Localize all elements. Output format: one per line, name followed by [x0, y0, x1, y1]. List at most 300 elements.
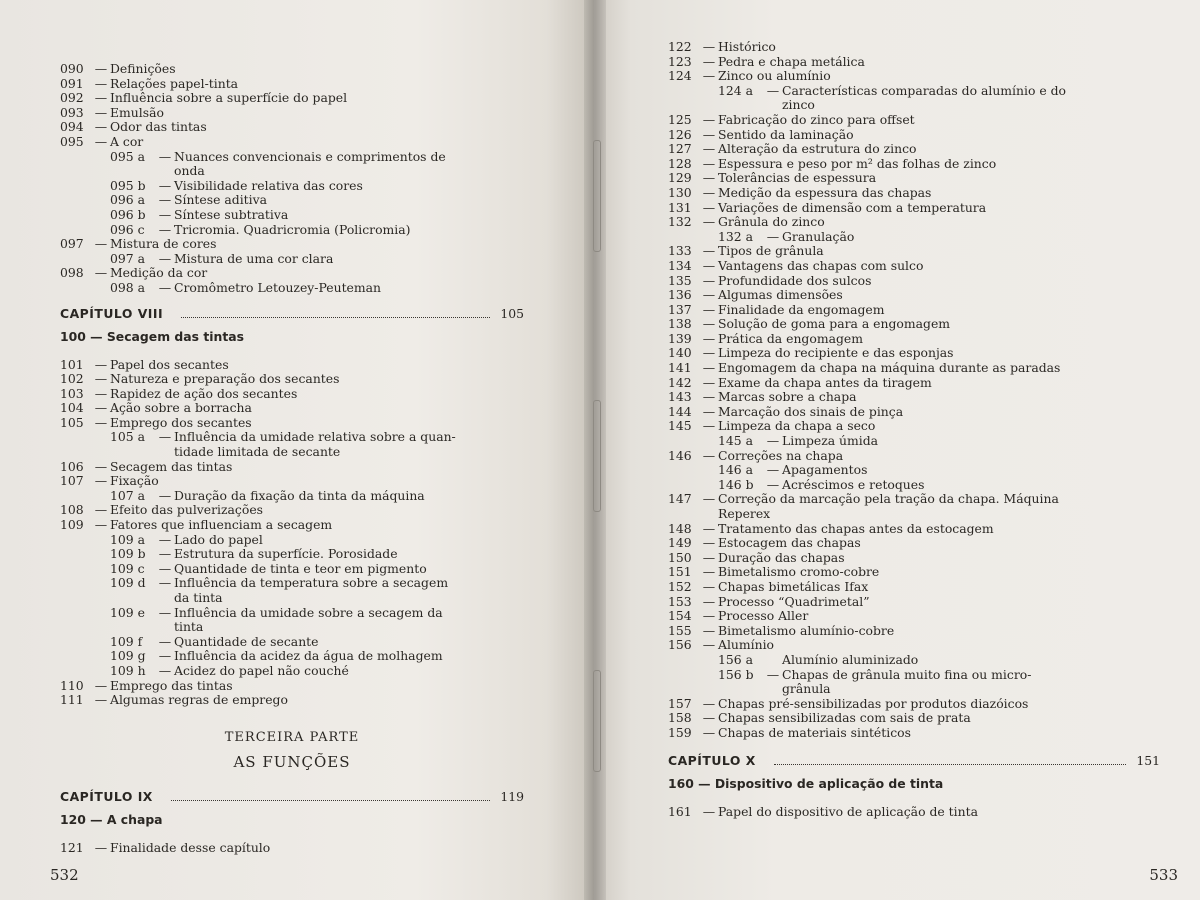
- toc-list: [668, 40, 1160, 84]
- toc-entry: [668, 332, 1160, 347]
- entry-number: 110: [60, 677, 84, 693]
- entry-dash: —: [94, 839, 108, 855]
- entry-number: 096 a: [110, 192, 145, 208]
- toc-entry: [668, 726, 1160, 741]
- entry-dash: —: [158, 604, 172, 620]
- toc-subentry: [668, 463, 1160, 478]
- entry-dash: —: [158, 633, 172, 649]
- toc-entry: [668, 376, 1160, 391]
- entry-number: 095 a: [110, 148, 145, 164]
- entry-dash: —: [94, 356, 108, 372]
- toc-list: [60, 679, 524, 708]
- entry-title: Rapidez de ação dos secantes: [110, 385, 298, 401]
- entry-continuation: tinta: [174, 619, 204, 635]
- entry-number: 142: [668, 374, 692, 390]
- entry-title: Chapas de materiais sintéticos: [718, 724, 911, 740]
- entry-number: 130: [668, 184, 692, 200]
- toc-subentry: [60, 489, 524, 504]
- entry-dash: —: [702, 272, 716, 288]
- entry-number: 150: [668, 549, 692, 565]
- entry-title: Solução de goma para a engomagem: [718, 316, 951, 332]
- entry-title: Visibilidade relativa das cores: [174, 177, 363, 193]
- toc-sub-list: [60, 430, 524, 459]
- entry-title: Alumínio: [718, 637, 775, 653]
- entry-dash: —: [702, 170, 716, 186]
- entry-dash: —: [702, 316, 716, 332]
- entry-title: Duração da fixação da tinta da máquina: [174, 487, 425, 503]
- entry-dash: —: [94, 414, 108, 430]
- entry-number: 111: [60, 692, 84, 708]
- entry-number: 109 g: [110, 648, 146, 664]
- entry-dash: —: [702, 695, 716, 711]
- entry-dash: —: [94, 677, 108, 693]
- chapter-heading-ix: [60, 789, 524, 804]
- entry-number: 097 a: [110, 250, 145, 266]
- entry-number: 133: [668, 243, 692, 259]
- entry-title: Influência da temperatura sobre a secagem: [174, 575, 449, 591]
- entry-title: Influência da umidade sobre a secagem da: [174, 604, 443, 620]
- entry-title: Bimetalismo alumínio-cobre: [718, 622, 895, 638]
- entry-number: 092: [60, 90, 84, 106]
- entry-dash: —: [702, 301, 716, 317]
- entry-dash: —: [766, 433, 780, 449]
- toc-entry: [60, 416, 524, 431]
- entry-dash: —: [158, 648, 172, 664]
- entry-title: Fabricação do zinco para offset: [718, 111, 915, 127]
- toc-entry: [668, 171, 1160, 186]
- toc-sub-list: [668, 230, 1160, 245]
- entry-number: 157: [668, 695, 692, 711]
- entry-number: 134: [668, 257, 692, 273]
- entry-title: Correção da marcação pela tração da chapa. Máquina: [718, 491, 1059, 507]
- toc-subentry: [60, 223, 524, 238]
- entry-title: Algumas regras de emprego: [110, 692, 288, 708]
- toc-subentry: [60, 252, 524, 267]
- entry-dash: —: [766, 476, 780, 492]
- toc-entry: [668, 522, 1160, 537]
- entry-number: 152: [668, 578, 692, 594]
- toc-entry: [668, 157, 1160, 172]
- entry-dash: —: [702, 199, 716, 215]
- chapter-label: CAPÍTULO VIII: [60, 305, 164, 321]
- entry-dash: —: [766, 82, 780, 98]
- entry-dash: —: [766, 228, 780, 244]
- toc-entry: [668, 492, 1160, 507]
- entry-dash: —: [702, 155, 716, 171]
- entry-title: Finalidade desse capítulo: [110, 839, 271, 855]
- entry-dash: —: [94, 458, 108, 474]
- toc-entry: [668, 186, 1160, 201]
- entry-title: Marcas sobre a chapa: [718, 389, 857, 405]
- entry-dash: —: [94, 502, 108, 518]
- entry-number: 124 a: [718, 82, 753, 98]
- toc-subentry: [60, 533, 524, 548]
- entry-dash: —: [702, 535, 716, 551]
- entry-number: 146 a: [718, 462, 753, 478]
- entry-dash: —: [94, 133, 108, 149]
- entry-dash: —: [158, 662, 172, 678]
- entry-dash: —: [702, 710, 716, 726]
- toc-entry: [668, 405, 1160, 420]
- entry-number: 154: [668, 608, 692, 624]
- entry-number: 123: [668, 53, 692, 69]
- toc-entry: [668, 317, 1160, 332]
- toc-entry: [60, 474, 524, 489]
- entry-continuation: grânula: [782, 681, 831, 697]
- entry-title: Limpeza úmida: [782, 433, 879, 449]
- entry-number: 156: [668, 637, 692, 653]
- entry-number: 103: [60, 385, 84, 401]
- entry-continuation: tidade limitada de secante: [174, 444, 341, 460]
- entry-dash: —: [158, 531, 172, 547]
- toc-entry: [668, 595, 1160, 610]
- entry-number: 109 h: [110, 662, 146, 678]
- entry-title: Tricromia. Quadricromia (Policromia): [174, 221, 411, 237]
- entry-dash: —: [702, 491, 716, 507]
- entry-dash: —: [158, 429, 172, 445]
- entry-number: 129: [668, 170, 692, 186]
- entry-number: 125: [668, 111, 692, 127]
- entry-title: Fixação: [110, 473, 159, 489]
- toc-entry: [668, 201, 1160, 216]
- entry-number: 096 b: [110, 206, 146, 222]
- toc-entry: [668, 113, 1160, 128]
- entry-dash: —: [702, 447, 716, 463]
- entry-dash: —: [702, 724, 716, 740]
- entry-title: Tipos de grânula: [718, 243, 824, 259]
- entry-dash: —: [94, 265, 108, 281]
- binding-stitch: [593, 670, 601, 772]
- toc-sub-list: [668, 84, 1160, 113]
- entry-title: Finalidade da engomagem: [718, 301, 885, 317]
- entry-title: Secagem das tintas: [110, 458, 233, 474]
- chapter-heading-x: [668, 753, 1160, 768]
- toc-entry: [668, 215, 1160, 230]
- toc-entry: [668, 142, 1160, 157]
- entry-title: Síntese aditiva: [174, 192, 267, 208]
- entry-title: Papel do dispositivo de aplicação de tinta: [718, 803, 978, 819]
- toc-sub-list: [60, 489, 524, 504]
- entry-dash: —: [94, 61, 108, 76]
- toc-list: [60, 358, 524, 431]
- entry-title: Sentido da laminação: [718, 126, 854, 142]
- entry-title: Alteração da estrutura do zinco: [718, 141, 917, 157]
- toc-subentry: [668, 230, 1160, 245]
- entry-dash: —: [158, 206, 172, 222]
- entry-continuation: Reperex: [718, 506, 771, 521]
- entry-number: 146 b: [718, 476, 754, 492]
- entry-title: Mistura de cores: [110, 236, 217, 252]
- toc-entry: [668, 580, 1160, 595]
- toc-entry: [668, 711, 1160, 726]
- entry-title: Papel dos secantes: [110, 356, 229, 372]
- entry-dash: —: [94, 75, 108, 91]
- entry-number: 098 a: [110, 279, 145, 295]
- entry-dash: —: [702, 345, 716, 361]
- entry-number: 155: [668, 622, 692, 638]
- entry-title: Fatores que influenciam a secagem: [110, 517, 333, 533]
- entry-number: 094: [60, 119, 84, 135]
- entry-title: Acréscimos e retoques: [782, 476, 925, 492]
- chapter-label: CAPÍTULO X: [668, 752, 756, 768]
- section-heading: 100 — Secagem das tintas: [60, 328, 244, 344]
- entry-dash: —: [702, 578, 716, 594]
- entry-number: 122: [668, 39, 692, 54]
- leader-dots: [171, 800, 490, 801]
- entry-number: 159: [668, 724, 692, 740]
- entry-dash: —: [94, 517, 108, 533]
- toc-list: [668, 805, 1160, 820]
- entry-number: 149: [668, 535, 692, 551]
- toc-entry: [668, 805, 1160, 820]
- entry-number: 096 c: [110, 221, 145, 237]
- entry-dash: —: [158, 148, 172, 164]
- entry-dash: —: [702, 389, 716, 405]
- entry-number: 126: [668, 126, 692, 142]
- entry-dash: —: [702, 184, 716, 200]
- entry-title: Natureza e preparação dos secantes: [110, 371, 340, 387]
- entry-dash: —: [702, 53, 716, 69]
- chapter-page: 119: [500, 788, 524, 804]
- entry-number: 105 a: [110, 429, 145, 445]
- entry-title: Lado do papel: [174, 531, 263, 547]
- toc-list: [668, 113, 1160, 230]
- entry-dash: —: [94, 371, 108, 387]
- entry-title: Relações papel-tinta: [110, 75, 239, 91]
- entry-dash: —: [158, 221, 172, 237]
- toc-entry: [60, 401, 524, 416]
- entry-number: 143: [668, 389, 692, 405]
- entry-title: Emulsão: [110, 104, 164, 120]
- entry-number: 131: [668, 199, 692, 215]
- toc-subentry: [60, 430, 524, 445]
- entry-dash: —: [94, 400, 108, 416]
- entry-number: 124: [668, 68, 692, 84]
- entry-number: 136: [668, 287, 692, 303]
- toc-list: [60, 460, 524, 489]
- entry-number: 109 d: [110, 575, 146, 591]
- entry-title: Processo “Quadrimetal”: [718, 593, 870, 609]
- entry-dash: —: [702, 608, 716, 624]
- entry-title: Processo Aller: [718, 608, 809, 624]
- page-number: 532: [50, 866, 79, 884]
- toc-subentry: [668, 653, 1160, 668]
- entry-number: 146: [668, 447, 692, 463]
- toc-entry: [668, 69, 1160, 84]
- chapter-page: 105: [500, 305, 524, 321]
- toc-list: [668, 522, 1160, 653]
- entry-title: Chapas bimetálicas Ifax: [718, 578, 869, 594]
- toc-subentry: [668, 434, 1160, 449]
- entry-title: Cromômetro Letouzey-Peuteman: [174, 279, 382, 295]
- entry-title: Mistura de uma cor clara: [174, 250, 334, 266]
- toc-entry: [668, 55, 1160, 70]
- entry-title: Zinco ou alumínio: [718, 68, 831, 84]
- entry-dash: —: [158, 560, 172, 576]
- entry-dash: —: [702, 287, 716, 303]
- entry-dash: —: [702, 593, 716, 609]
- entry-dash: —: [702, 637, 716, 653]
- entry-number: 137: [668, 301, 692, 317]
- entry-number: 108: [60, 502, 84, 518]
- toc-entry: [60, 693, 524, 708]
- entry-number: 161: [668, 803, 692, 819]
- toc-subentry: [668, 478, 1160, 493]
- entry-title: Marcação dos sinais de pinça: [718, 403, 904, 419]
- toc-sub-list: [668, 463, 1160, 492]
- entry-title: Características comparadas do alumínio e do: [782, 82, 1067, 98]
- toc-subentry: [60, 562, 524, 577]
- entry-number: 107 a: [110, 487, 145, 503]
- toc-subentry: [60, 576, 524, 591]
- toc-subentry: [60, 547, 524, 562]
- entry-number: 132 a: [718, 228, 753, 244]
- entry-dash: —: [702, 564, 716, 580]
- section-heading: 160 — Dispositivo de aplicação de tinta: [668, 775, 944, 791]
- leader-dots: [774, 764, 1127, 765]
- entry-dash: —: [702, 243, 716, 259]
- entry-title: Estocagem das chapas: [718, 535, 861, 551]
- toc-entry: [60, 120, 524, 135]
- entry-title: Emprego dos secantes: [110, 414, 252, 430]
- entry-dash: —: [94, 473, 108, 489]
- toc-entry: [668, 638, 1160, 653]
- entry-dash: —: [702, 418, 716, 434]
- toc-entry: [60, 266, 524, 281]
- toc-list: [60, 841, 524, 856]
- entry-title: Medição da espessura das chapas: [718, 184, 932, 200]
- entry-title: Emprego das tintas: [110, 677, 233, 693]
- entry-number: 104: [60, 400, 84, 416]
- entry-number: 109 c: [110, 560, 145, 576]
- entry-title: Vantagens das chapas com sulco: [718, 257, 924, 273]
- entry-title: Nuances convencionais e comprimentos de: [174, 148, 446, 164]
- entry-dash: —: [702, 257, 716, 273]
- entry-title: A cor: [110, 133, 144, 149]
- entry-dash: —: [94, 90, 108, 106]
- toc-entry: [668, 244, 1160, 259]
- entry-number: 156 b: [718, 666, 754, 682]
- toc-entry: [668, 551, 1160, 566]
- entry-number: 144: [668, 403, 692, 419]
- entry-number: 109 f: [110, 633, 143, 649]
- entry-number: 156 a: [718, 651, 753, 667]
- toc-entry: [668, 303, 1160, 318]
- entry-number: 145 a: [718, 433, 753, 449]
- entry-title: Odor das tintas: [110, 119, 207, 135]
- entry-number: 097: [60, 236, 84, 252]
- entry-title: Prática da engomagem: [718, 330, 863, 346]
- entry-number: 141: [668, 360, 692, 376]
- entry-title: Influência sobre a superfície do papel: [110, 90, 348, 106]
- section-heading: 120 — A chapa: [60, 811, 163, 827]
- toc-sub-list: [668, 434, 1160, 449]
- toc-entry: [668, 697, 1160, 712]
- toc-subentry: [668, 84, 1160, 99]
- toc-subentry: [60, 179, 524, 194]
- entry-dash: —: [94, 692, 108, 708]
- entry-dash: —: [702, 520, 716, 536]
- binding-stitch: [593, 140, 601, 252]
- page-number: 533: [1149, 866, 1178, 884]
- toc-entry: [60, 135, 524, 150]
- toc-entry: [668, 390, 1160, 405]
- toc-entry: [60, 358, 524, 373]
- chapter-label: CAPÍTULO IX: [60, 788, 153, 804]
- toc-entry: [668, 274, 1160, 289]
- entry-title: Quantidade de secante: [174, 633, 319, 649]
- entry-title: Quantidade de tinta e teor em pigmento: [174, 560, 427, 576]
- entry-dash: —: [94, 119, 108, 135]
- right-page: [594, 0, 1200, 900]
- entry-title: Influência da umidade relativa sobre a quan-: [174, 429, 456, 445]
- entry-title: Grânula do zinco: [718, 214, 825, 230]
- entry-title: Profundidade dos sulcos: [718, 272, 872, 288]
- toc-subentry: [60, 606, 524, 621]
- entry-title: Tolerâncias de espessura: [718, 170, 877, 186]
- toc-list: [668, 449, 1160, 464]
- part-title: TERCEIRA PARTE: [224, 729, 360, 745]
- toc-entry: [668, 259, 1160, 274]
- entry-dash: —: [702, 126, 716, 142]
- entry-title: Algumas dimensões: [718, 287, 843, 303]
- toc-entry: [668, 288, 1160, 303]
- entry-title: Bimetalismo cromo-cobre: [718, 564, 880, 580]
- part-subtitle: AS FUNÇÕES: [233, 752, 351, 771]
- toc-list: [668, 492, 1160, 521]
- entry-number: 132: [668, 214, 692, 230]
- entry-number: 109 a: [110, 531, 145, 547]
- entry-dash: —: [702, 622, 716, 638]
- entry-dash: —: [158, 279, 172, 295]
- toc-subentry: [60, 281, 524, 296]
- entry-number: 153: [668, 593, 692, 609]
- toc-entry: [668, 565, 1160, 580]
- toc-list: [668, 244, 1160, 434]
- entry-number: 138: [668, 316, 692, 332]
- entry-title: Ação sobre a borracha: [110, 400, 252, 416]
- toc-entry: [668, 361, 1160, 376]
- entry-dash: —: [158, 546, 172, 562]
- entry-dash: —: [158, 192, 172, 208]
- toc-entry: [60, 387, 524, 402]
- entry-continuation: onda: [174, 163, 205, 179]
- entry-title: Espessura e peso por m² das folhas de zinco: [718, 155, 997, 171]
- entry-number: 109: [60, 517, 84, 533]
- toc-entry: [60, 62, 524, 77]
- entry-number: 105: [60, 414, 84, 430]
- toc-list: [60, 503, 524, 532]
- entry-number: 107: [60, 473, 84, 489]
- entry-number: 140: [668, 345, 692, 361]
- entry-dash: —: [702, 403, 716, 419]
- entry-dash: —: [702, 141, 716, 157]
- entry-dash: —: [702, 39, 716, 54]
- entry-dash: —: [702, 549, 716, 565]
- entry-number: 135: [668, 272, 692, 288]
- entry-title: Influência da acidez da água de molhagem: [174, 648, 443, 664]
- toc-entry: [60, 679, 524, 694]
- entry-title: Estrutura da superfície. Porosidade: [174, 546, 398, 562]
- entry-number: 109 e: [110, 604, 145, 620]
- toc-entry: [60, 503, 524, 518]
- chapter-page: 151: [1136, 752, 1160, 768]
- entry-number: 093: [60, 104, 84, 120]
- entry-number: 128: [668, 155, 692, 171]
- entry-dash: —: [702, 803, 716, 819]
- entry-title: Chapas pré-sensibilizadas por produtos diazóicos: [718, 695, 1029, 711]
- entry-dash: —: [94, 104, 108, 120]
